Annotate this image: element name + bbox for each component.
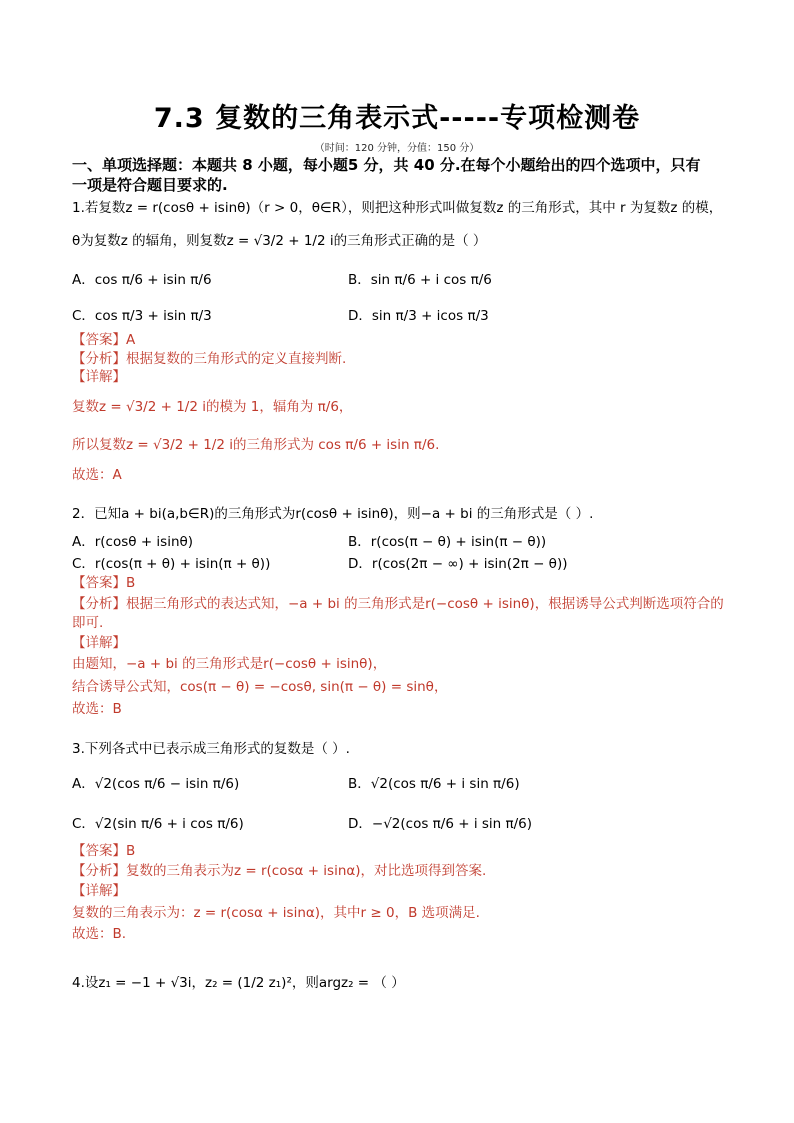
q1-analysis: 【分析】根据复数的三角形式的定义直接判断. [72, 351, 347, 367]
q2-answer: 【答案】B [72, 575, 136, 591]
section-heading-line1: 一、单项选择题：本题共 8 小题，每小题5 分，共 40 分.在每个小题给出的四个选项中，只有 [72, 156, 701, 174]
q1-option-c: C．cos π/3 + isin π/3 [72, 308, 212, 324]
q1-option-a: A．cos π/6 + isin π/6 [72, 272, 212, 288]
q2-analysis-line1: 【分析】根据三角形式的表达式知，−a + bi 的三角形式是r(−cosθ + isinθ)，根据诱导公式判断选项符合的 [72, 596, 724, 612]
q2-detail-label: 【详解】 [72, 635, 126, 651]
q2-analysis-line2: 即可. [72, 615, 104, 631]
q2-detail-line1: 由题知，−a + bi 的三角形式是r(−cosθ + isinθ)， [72, 656, 387, 672]
q3-option-c: C．√2(sin π/6 + i cos π/6) [72, 816, 244, 832]
q2-option-d: D．r(cos(2π − ∞) + isin(2π − θ)) [348, 556, 568, 572]
q3-option-d: D．−√2(cos π/6 + i sin π/6) [348, 816, 533, 832]
q2-choice: 故选：B [72, 701, 122, 717]
section-heading-line2: 一项是符合题目要求的. [72, 176, 228, 194]
q3-detail-label: 【详解】 [72, 883, 126, 899]
page-title: 7.3 复数的三角表示式-----专项检测卷 [153, 103, 641, 134]
q1-answer: 【答案】A [72, 332, 136, 348]
q3-option-a: A．√2(cos π/6 − isin π/6) [72, 776, 240, 792]
q3-stem: 3.下列各式中已表示成三角形式的复数是（ ）. [72, 741, 350, 757]
q1-option-d: D．sin π/3 + icos π/3 [348, 308, 489, 324]
q2-option-c: C．r(cos(π + θ) + isin(π + θ)) [72, 556, 271, 572]
q2-detail-line2: 结合诱导公式知，cos(π − θ) = −cosθ, sin(π − θ) = sinθ， [72, 679, 448, 695]
q1-detail-label: 【详解】 [72, 369, 126, 385]
q1-stem-line2: θ为复数z 的辐角，则复数z = √3/2 + 1/2 i的三角形式正确的是（ ） [72, 233, 487, 249]
q2-option-b: B．r(cos(π − θ) + isin(π − θ)) [348, 534, 547, 550]
q4-stem: 4.设z₁ = −1 + √3i，z₂ = (1/2 z₁)²，则argz₂ = （ ） [72, 975, 405, 991]
q3-choice: 故选：B. [72, 926, 127, 942]
q3-analysis: 【分析】复数的三角表示为z = r(cosα + isinα)，对比选项得到答案. [72, 863, 487, 879]
q3-detail-line1: 复数的三角表示为：z = r(cosα + isinα)，其中r ≥ 0，B 选项满足. [72, 905, 480, 921]
page-subtitle: （时间：120 分钟，分值：150 分） [314, 143, 480, 154]
q1-detail-line1: 复数z = √3/2 + 1/2 i的模为 1，辐角为 π/6， [72, 399, 353, 415]
q3-answer: 【答案】B [72, 843, 136, 859]
q3-option-b: B．√2(cos π/6 + i sin π/6) [348, 776, 520, 792]
q2-option-a: A．r(cosθ + isinθ) [72, 534, 194, 550]
q1-choice: 故选：A [72, 467, 122, 483]
q2-stem: 2．已知a + bi(a,b∈R)的三角形式为r(cosθ + isinθ)，则−a + bi 的三角形式是（ ）. [72, 506, 594, 522]
q1-stem-line1: 1.若复数z = r(cosθ + isinθ)（r > 0，θ∈R），则把这种形式叫做复数z 的三角形式，其中 r 为复数z 的模， [72, 200, 723, 216]
q1-detail-line2: 所以复数z = √3/2 + 1/2 i的三角形式为 cos π/6 + isin π/6. [72, 437, 440, 453]
q1-option-b: B．sin π/6 + i cos π/6 [348, 272, 492, 288]
